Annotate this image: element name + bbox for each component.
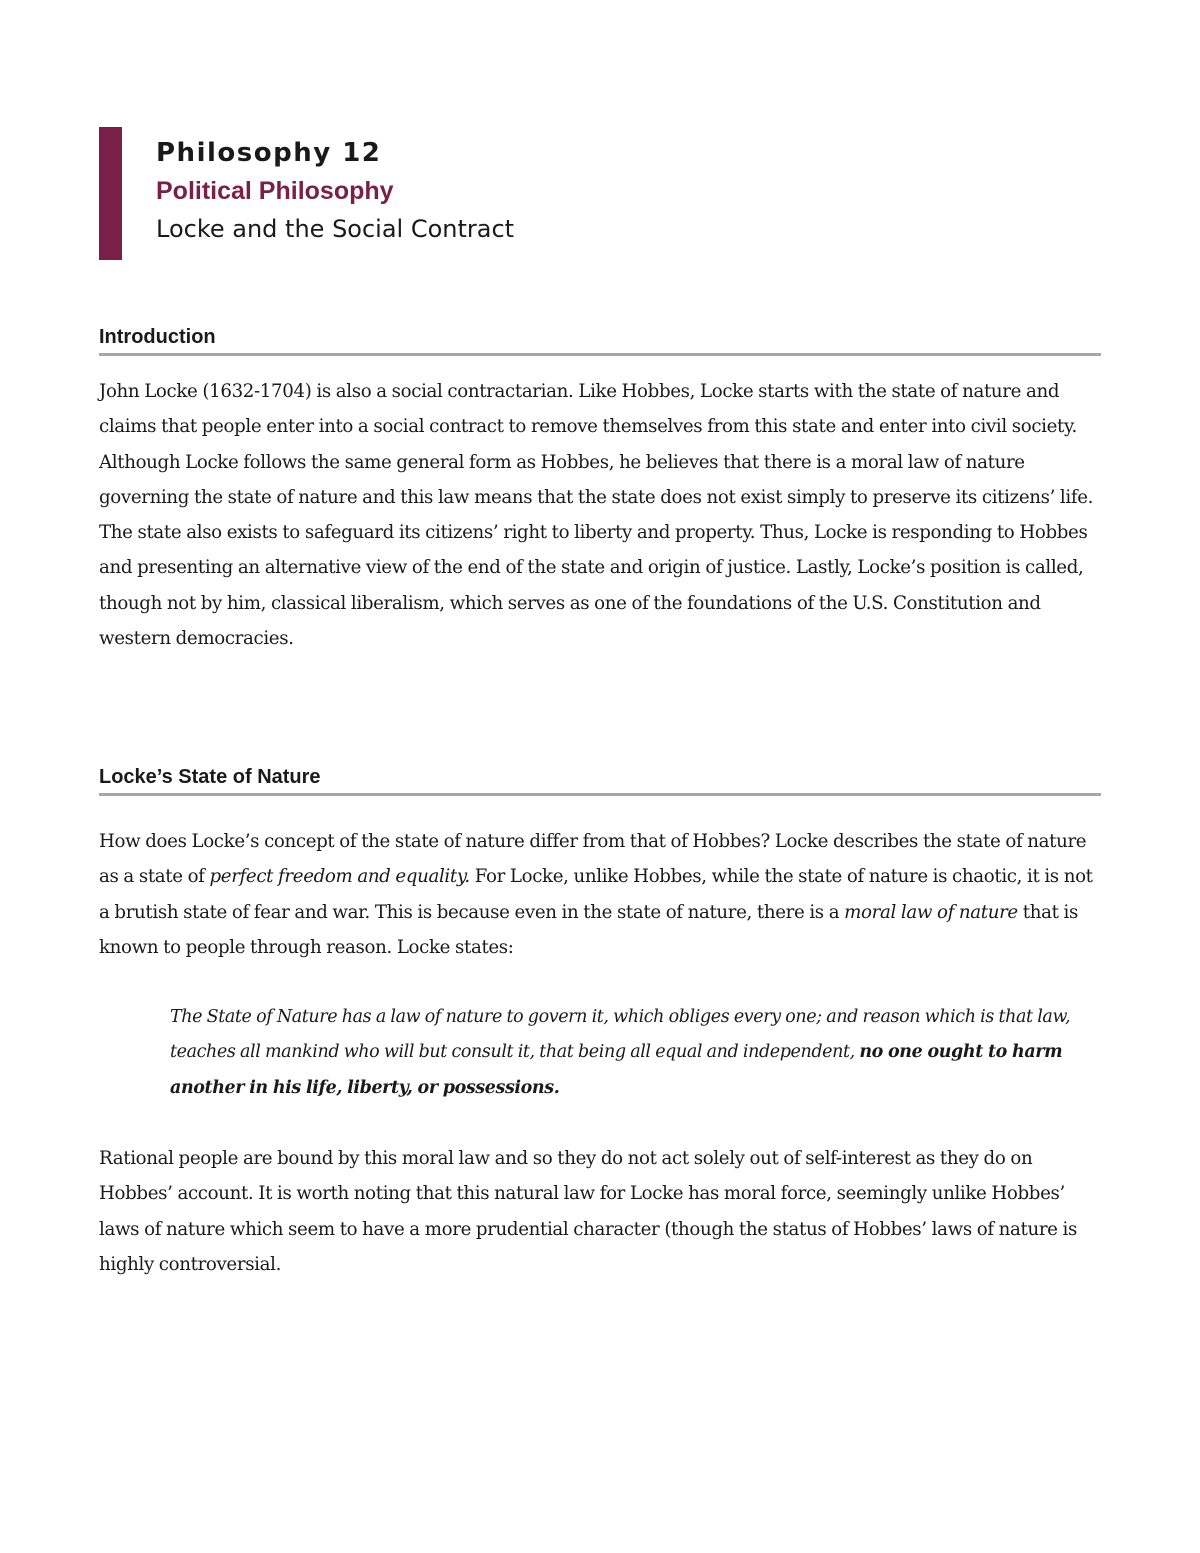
- header-accent-bar: [99, 127, 122, 260]
- section-heading-introduction: Introduction: [99, 324, 1101, 356]
- paragraph-text: that is known to people through reason. Locke states:: [99, 901, 1078, 958]
- unit-title: Political Philosophy: [156, 177, 394, 205]
- emphasis-text: perfect freedom and equality.: [209, 866, 470, 888]
- introduction-paragraph: John Locke (1632-1704) is also a social contractarian. Like Hobbes, Locke starts with the state of nature and claims that people enter into a social contract to remove themselves from this state and enter into civil society. Although Locke follows the same general form as Hobbes, he believes that there is a moral law of nature governing the state of nature and this law means that the state does not exist simply to preserve its citizens’ life. The state also exists to safeguard its citizens’ right to liberty and property. Thus, Locke is responding to Hobbes and presenting an alternative view of the end of the state and origin of justice. Lastly, Locke’s position is called, though not by him, classical liberalism, which serves as one of the foundations of the U.S. Constitution and western democracies.: [99, 381, 1094, 650]
- locke-block-quote: [170, 1000, 1105, 1106]
- emphasis-text: moral law of nature: [844, 901, 1018, 923]
- course-title: Philosophy 12: [156, 138, 382, 168]
- paragraph-text: For Locke, unlike Hobbes, while the state of nature is chaotic, it is not a brutish state of fear and war. This is because even in the state of nature, there is a: [99, 866, 1093, 923]
- state-of-nature-paragraph: [99, 824, 1104, 965]
- quote-text: The State of Nature has a law of nature to govern it, which obliges every one; and reason which is that law, teaches all mankind who will but consult it, that being all equal and independent,: [170, 1007, 1071, 1063]
- section-heading-state-of-nature: Locke’s State of Nature: [99, 764, 1101, 796]
- lesson-title: Locke and the Social Contract: [156, 215, 515, 243]
- paragraph-text: How does Locke’s concept of the state of nature differ from that of Hobbes? Locke describes the state of nature as a state of: [99, 831, 1087, 888]
- rational-people-paragraph: Rational people are bound by this moral law and so they do not act solely out of self-interest as they do on Hobbes’ account. It is worth noting that this natural law for Locke has moral force, seemingly unlike Hobbes’ laws of nature which seem to have a more prudential character (though the status of Hobbes’ laws of nature is highly controversial.: [99, 1148, 1077, 1275]
- quote-bold-text: no one ought to harm another in his life, liberty, or possessions.: [170, 1042, 1063, 1098]
